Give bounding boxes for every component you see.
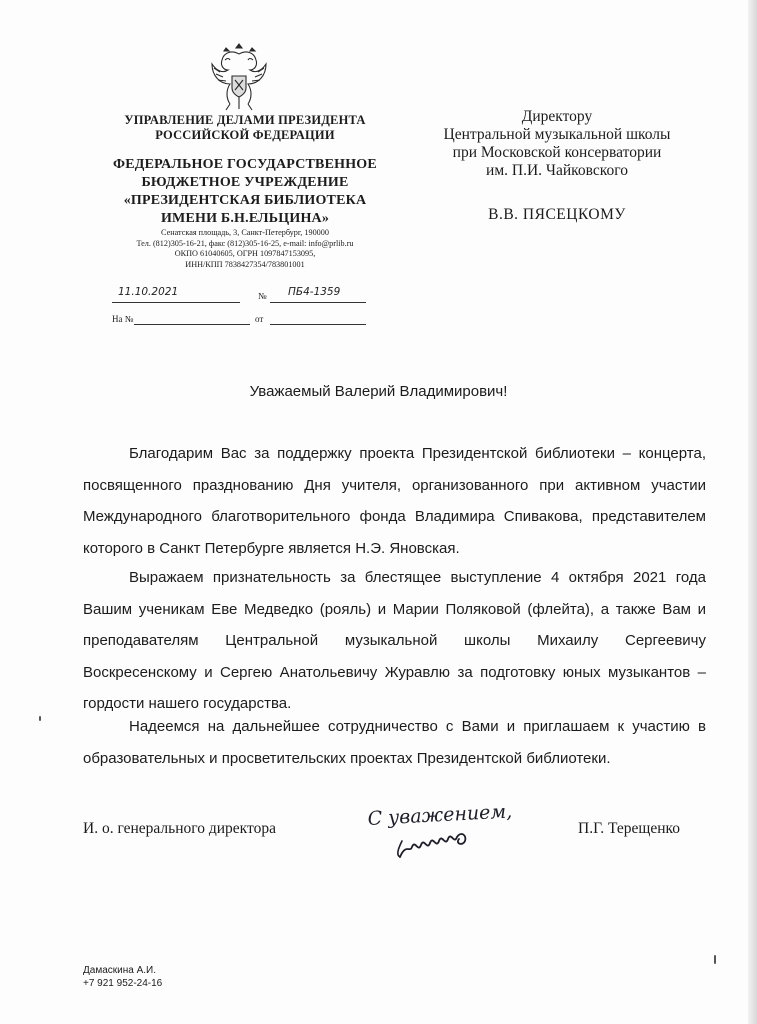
addressee-line-1: Директору: [521, 108, 593, 125]
from-label: от: [255, 314, 264, 324]
sheet-edge: [748, 0, 757, 1024]
org-line-3: «ПРЕЗИДЕНТСКАЯ БИБЛИОТЕКА: [123, 193, 367, 208]
executor-block: [83, 964, 162, 990]
paragraph-3: Надеемся на дальнейшее сотрудничество с Вами и приглашаем к участию в образовательных и просветительских проектах Президентской библиотеки.: [83, 718, 706, 767]
paragraph-2: Выражаем признательность за блестящее выступление 4 октября 2021 года Вашим ученикам Еве Медведко (рояль) и Марии Поляковой (флейта), а также Вам и преподавателям Центральной музыкальной школы Михаилу Сергеевичу Воскресенскому и Сергею Анатольевичу Журавлю за подготовку юных музыкантов – гордости нашего государства.: [83, 569, 706, 712]
parent-line-1: УПРАВЛЕНИЕ ДЕЛАМИ ПРЕЗИДЕНТА: [124, 113, 366, 127]
paragraph-1: Благодарим Вас за поддержку проекта Президентской библиотеки – концерта, посвященного празднованию Дня учителя, организованного при активном участии Международного благотворительного фонда Владимира Спивакова, представителем которого в Санкт Петербурге является Н.Э. Яновская.: [83, 445, 706, 557]
salutation: Уважаемый Валерий Владимирович!: [249, 383, 508, 400]
addressee-line-3: при Московской консерватории: [452, 144, 662, 161]
addressee-name: В.В. ПЯСЕЦКОМУ: [488, 206, 626, 223]
signatory-title: И. о. генерального директора: [83, 820, 276, 837]
from-line: [270, 310, 366, 325]
organization-name: [100, 156, 390, 228]
signatory-name: П.Г. Терещенко: [578, 820, 681, 837]
org-address: Сенатская площадь, 3, Санкт-Петербург, 190000: [161, 228, 329, 237]
scan-speck: [714, 955, 716, 964]
org-phones: Тел. (812)305-16-21, факс (812)305-16-25, e-mail: info@prlib.ru: [136, 238, 354, 248]
org-line-1: ФЕДЕРАЛЬНОЕ ГОСУДАРСТВЕННОЕ: [113, 157, 377, 172]
org-line-4: ИМЕНИ Б.Н.ЕЛЬЦИНА»: [160, 211, 330, 226]
scan-speck: [39, 716, 41, 721]
addressee-line-2: Центральной музыкальной школы: [443, 126, 671, 143]
addressee-block: [412, 108, 702, 180]
ref-line: [134, 310, 250, 325]
ref-label: На №: [112, 314, 134, 324]
parent-organization: [100, 113, 390, 143]
org-okpo: ОКПО 61040605, ОГРН 1097847153095,: [174, 249, 316, 258]
registration-number: ПБ4-1359: [288, 286, 341, 298]
addressee-line-4: им. П.И. Чайковского: [486, 162, 628, 179]
executor-phone: +7 921 952-24-16: [83, 978, 163, 989]
handwritten-signature: [360, 795, 540, 870]
signature-greeting: С уважением,: [367, 800, 513, 830]
org-line-2: БЮДЖЕТНОЕ УЧРЕЖДЕНИЕ: [141, 175, 349, 190]
executor-name: Дамаскина А.И.: [83, 965, 157, 976]
registration-date: 11.10.2021: [118, 286, 179, 298]
number-label: №: [258, 291, 267, 301]
organization-contacts: [100, 228, 390, 270]
parent-line-2: РОССИЙСКОЙ ФЕДЕРАЦИИ: [155, 128, 335, 142]
russian-coat-of-arms-icon: [208, 40, 270, 114]
org-inn: ИНН/КПП 7838427354/783801001: [185, 259, 305, 269]
